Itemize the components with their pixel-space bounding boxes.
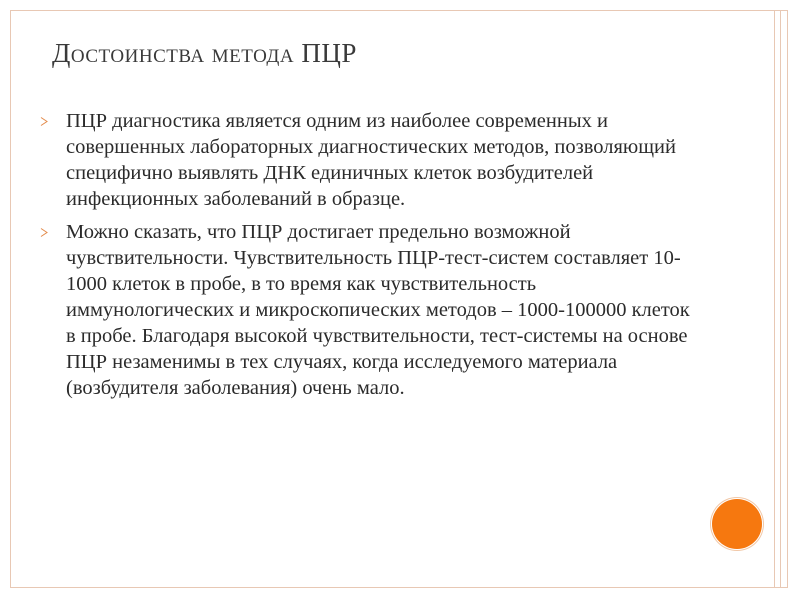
orange-circle-icon bbox=[712, 499, 762, 549]
bullet-text: Можно сказать, что ПЦР достигает предельно возможной чувствительности. Чувствительность ПЦР-тест-систем составляет 10-1000 клеток в пробе, в то время как чувствительность иммунологических и микроскопических методов – 1000-100000 клеток в пробе. Благодаря высокой чувствительности, тест-системы на основе ПЦР незаменимы в тех случаях, когда исследуемого материала (возбудителя заболевания) очень мало. bbox=[66, 221, 690, 399]
bullet-arrow-icon bbox=[40, 117, 48, 126]
bullet-arrow-icon bbox=[40, 228, 48, 237]
slide-title: Достоинства метода ПЦР bbox=[52, 38, 357, 68]
list-item bbox=[40, 219, 700, 401]
bullet-list bbox=[40, 108, 700, 408]
bullet-text: ПЦР диагностика является одним из наиболее современных и совершенных лабораторных диагностических методов, позволяющий специфично выявлять ДНК единичных клеток возбудителей инфекционных заболеваний в образце. bbox=[66, 110, 676, 210]
list-item bbox=[40, 108, 700, 212]
frame-stripe-2 bbox=[780, 10, 781, 588]
frame-stripe-1 bbox=[774, 10, 775, 588]
